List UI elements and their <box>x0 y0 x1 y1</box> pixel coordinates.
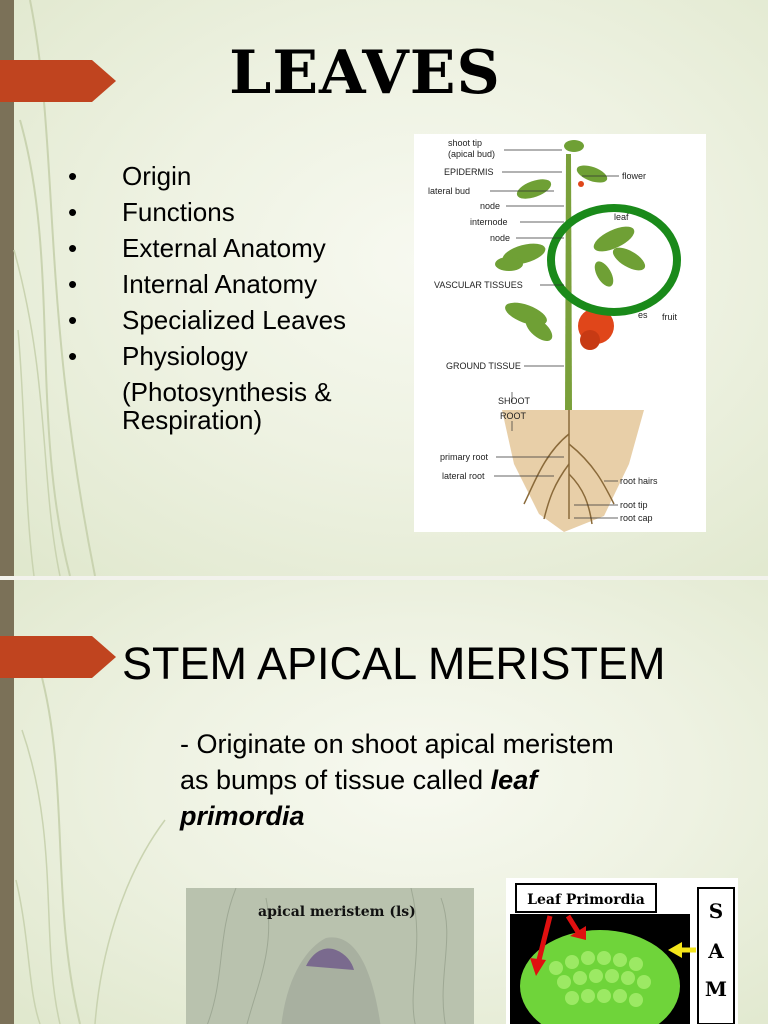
bullet-marker: • <box>68 341 78 371</box>
list-item: • Functions <box>68 194 346 230</box>
label-node: node <box>480 201 501 211</box>
label-internode: internode <box>470 217 508 227</box>
emphasis-term: leaf primordia <box>180 765 538 831</box>
list-item: • Specialized Leaves <box>68 302 346 338</box>
label-root: ROOT <box>500 411 526 421</box>
label-root-tip: root tip <box>620 500 648 510</box>
sam-letter: A <box>708 939 724 963</box>
list-item: • Internal Anatomy <box>68 266 346 302</box>
bullet-marker: • <box>68 305 78 335</box>
slide-title: STEM APICAL MERISTEM <box>122 638 666 689</box>
micrograph-caption: apical meristem (ls) <box>258 904 416 920</box>
label-shoot: SHOOT <box>498 396 531 406</box>
topic-list <box>68 158 346 434</box>
stem <box>565 154 572 410</box>
label-primary-root: primary root <box>440 452 489 462</box>
label-flower: flower <box>622 171 647 181</box>
apical-meristem-micrograph <box>186 888 474 1024</box>
label-shoot-tip: shoot tip <box>448 138 483 148</box>
label-apical-bud: (apical bud) <box>448 149 496 159</box>
title-accent-arrow <box>0 636 116 678</box>
body-paragraph: - Originate on shoot apical meristem as bumps of tissue called leaf primordia <box>180 729 614 831</box>
label-fruit-partial: es <box>638 310 648 320</box>
bullet-marker: • <box>68 233 78 263</box>
list-item: • Origin <box>68 158 346 194</box>
leaf-primordia-image <box>506 878 738 1024</box>
bullet-marker: • <box>68 161 78 191</box>
label-leaf: leaf <box>614 212 629 222</box>
list-item-continuation: (Photosynthesis & <box>122 377 332 407</box>
label-root-cap: root cap <box>620 513 653 523</box>
bullet-marker: • <box>68 269 78 299</box>
label-fruit: fruit <box>662 312 678 322</box>
bullet-marker: • <box>68 197 78 227</box>
sam-letter: M <box>704 977 728 1001</box>
label-lateral-bud: lateral bud <box>428 186 471 196</box>
slide-stem-apical-meristem <box>0 580 768 1024</box>
sam-letter: S <box>708 899 724 923</box>
label-vascular-tissues: VASCULAR TISSUES <box>434 280 523 290</box>
label-epidermis: EPIDERMIS <box>444 167 494 177</box>
plant-anatomy-diagram <box>414 134 706 532</box>
label-lateral-root: lateral root <box>442 471 485 481</box>
list-item-continuation: Respiration) <box>122 405 263 435</box>
label-node: node <box>490 233 511 243</box>
list-item: • Physiology <box>68 338 346 374</box>
label-ground-tissue: GROUND TISSUE <box>446 361 521 371</box>
list-item: • External Anatomy <box>68 230 346 266</box>
label-root-hairs: root hairs <box>620 476 658 486</box>
slide-title: LEAVES <box>229 38 501 108</box>
primordia-label: Leaf Primordia <box>527 892 645 908</box>
